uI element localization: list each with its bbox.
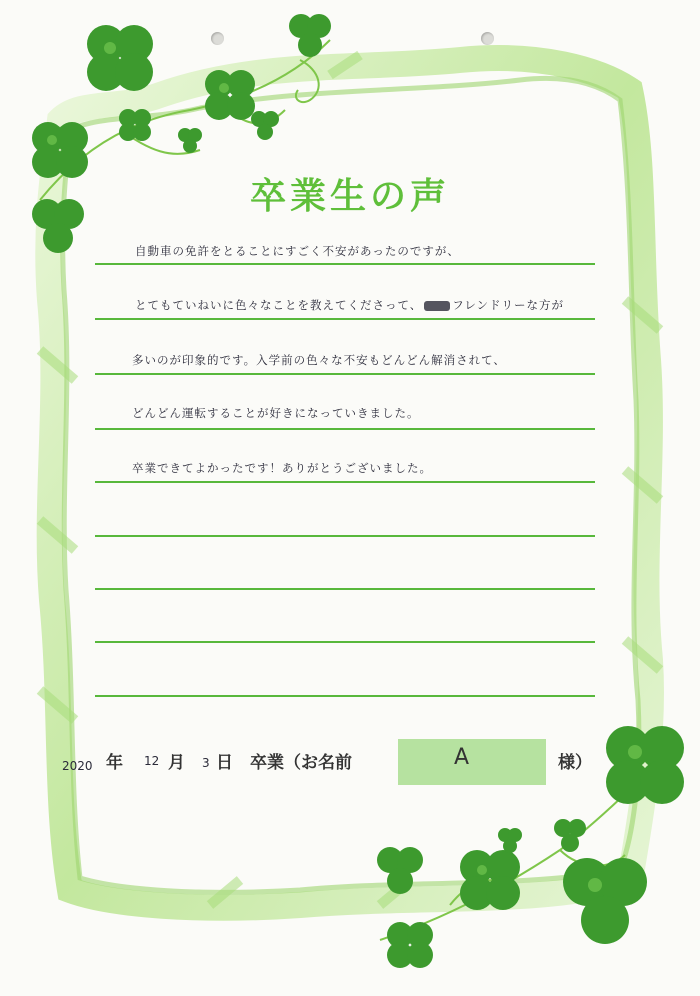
binder-hole [211, 32, 224, 45]
handwritten-line: どんどん運転することが好きになっていきました。 [132, 406, 420, 420]
handwritten-text: フレンドリーな方が [452, 298, 565, 312]
day-value: 3 [202, 756, 210, 770]
clover-icon [360, 690, 700, 996]
handwritten-line: 自動車の免許をとることにすごく不安があったのですが、 [135, 244, 460, 258]
honorific-label: 様） [558, 753, 592, 773]
ruled-line [95, 535, 595, 537]
binder-hole [481, 32, 494, 45]
ruled-line [95, 588, 595, 590]
year-value: 2020 [62, 759, 93, 773]
ruled-line [95, 641, 595, 643]
month-label: 月 [168, 753, 185, 773]
handwritten-line: 多いのが印象的です。入学前の色々な不安もどんどん解消されて、 [132, 353, 506, 367]
year-label: 年 [106, 753, 123, 773]
ruled-line [95, 318, 595, 320]
ruled-line [95, 695, 595, 697]
handwritten-line [135, 297, 564, 313]
name-field[interactable] [398, 739, 546, 785]
page-title: 卒業生の声 [249, 176, 450, 217]
graduation-label: 卒業（お名前 [250, 753, 352, 773]
redaction-mark [424, 301, 450, 311]
ruled-line [95, 428, 595, 430]
ruled-line [95, 263, 595, 265]
ruled-line [95, 481, 595, 483]
name-value: A [454, 745, 470, 770]
day-label: 日 [216, 753, 233, 773]
handwritten-line: 卒業できてよかったです！ありがとうございました。 [132, 461, 432, 475]
graduation-footer [60, 745, 620, 778]
month-value: 12 [144, 754, 160, 768]
handwritten-text: とてもていねいに色々なことを教えてくださって、 [135, 298, 423, 312]
ruled-line [95, 373, 595, 375]
